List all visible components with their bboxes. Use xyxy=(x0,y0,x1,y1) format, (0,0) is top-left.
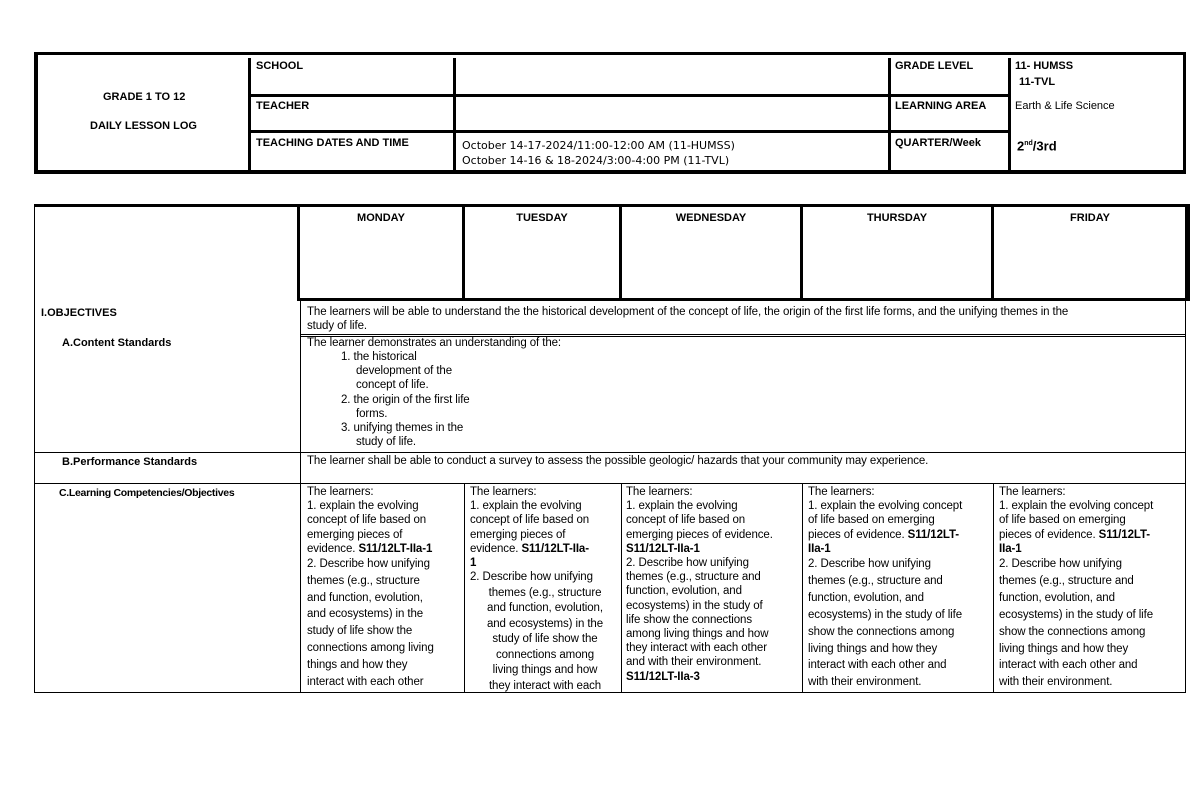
learning-area-value: Earth & Life Science xyxy=(1015,100,1115,112)
competency-line: ecosystems) in the study of life xyxy=(999,608,1154,621)
competency-line: and with their environment. xyxy=(626,656,762,669)
school-label: SCHOOL xyxy=(256,60,304,72)
competency-line: 2. Describe how unifying xyxy=(626,557,749,570)
row-divider xyxy=(34,452,1186,453)
competency-line: with their environment. xyxy=(999,676,1113,689)
competencies-tuesday xyxy=(470,485,620,694)
competency-line: 2. Describe how unifying xyxy=(470,571,593,584)
competency-line: emerging pieces of xyxy=(470,528,566,541)
header-divider xyxy=(1008,58,1011,170)
competency-line: concept of life based on xyxy=(626,514,746,527)
performance-standards-text: The learner shall be able to conduct a survey to assess the possible geologic/ hazards that your community may experience. xyxy=(307,455,929,467)
competency-line: IIa-1 xyxy=(808,542,831,555)
performance-standards-label: B.Performance Standards xyxy=(62,456,198,468)
competency-line: concept of life based on xyxy=(307,514,427,527)
competency-line: The learners: xyxy=(999,486,1066,498)
competency-line: themes (e.g., structure and xyxy=(808,574,943,587)
competency-line: ecosystems) in the study of xyxy=(626,599,763,612)
competency-line: evidence. S11/12LT-IIa-1 xyxy=(307,542,433,555)
row-divider xyxy=(34,483,1186,484)
competency-line: living things and how they xyxy=(999,642,1129,655)
quarter-value: 2nd/3rd xyxy=(1017,138,1057,154)
competency-line: with their environment. xyxy=(808,676,922,689)
competency-line: study of life show the xyxy=(492,633,598,646)
column-divider xyxy=(993,483,994,693)
competency-line: and ecosystems) in the xyxy=(307,608,424,621)
column-divider xyxy=(621,483,622,693)
teaching-dates-line1: October 14-17-2024/11:00-12:00 AM (11-HUMSS) xyxy=(462,139,735,152)
list-item: 3. unifying themes in the xyxy=(341,422,464,435)
competency-line: themes (e.g., structure xyxy=(307,574,420,587)
competency-line: and function, evolution, xyxy=(307,591,423,604)
list-item: 1. the historical xyxy=(341,351,417,363)
competency-line: connections among xyxy=(495,648,595,661)
competency-line: pieces of evidence. S11/12LT- xyxy=(999,528,1150,541)
content-standards-list: 1. the historical development of the concept of life. 2. the origin of the first life forms. 3. unifying themes in the study of life. xyxy=(341,351,470,449)
competency-line: study of life show the xyxy=(307,625,413,638)
content-standards-intro: The learner demonstrates an understanding of the: xyxy=(307,337,562,349)
competency-line: 2. Describe how unifying xyxy=(999,558,1122,571)
competency-line: 2. Describe how unifying xyxy=(307,558,430,571)
header-divider xyxy=(453,58,456,170)
competency-line: things and how they xyxy=(307,658,408,671)
label-column-divider xyxy=(300,300,301,693)
header-divider xyxy=(248,94,892,97)
objectives-text: The learners will be able to understand the the historical development of the concept of life, the origin of the first life forms, and the unifying themes in the study of life. xyxy=(307,306,1069,333)
competency-line: 1. explain the evolving concept xyxy=(808,500,963,513)
competency-line: IIa-1 xyxy=(999,542,1022,555)
competency-line: The learners: xyxy=(307,486,374,498)
competency-line: they interact with each other xyxy=(626,642,767,655)
competency-line: they interact with each xyxy=(488,679,602,692)
content-standards-label: A.Content Standards xyxy=(62,337,172,349)
competency-line: concept of life based on xyxy=(470,514,590,527)
competencies-label: C.Learning Competencies/Objectives xyxy=(59,487,235,499)
competencies-monday xyxy=(307,485,463,690)
header-divider xyxy=(888,130,1011,133)
competencies-friday xyxy=(999,485,1185,691)
competency-line: interact with each other and xyxy=(808,659,947,672)
objectives-label: I.OBJECTIVES xyxy=(41,307,117,319)
competency-line: 1. explain the evolving concept xyxy=(999,500,1154,513)
column-divider xyxy=(802,483,803,693)
competencies-thursday xyxy=(808,485,992,691)
competency-line: and ecosystems) in the xyxy=(486,617,604,630)
competency-line: S11/12LT-IIa-3 xyxy=(626,670,700,683)
day-header-tuesday: TUESDAY xyxy=(516,212,568,224)
competency-line: of life based on emerging xyxy=(808,514,935,527)
day-header-thursday: THURSDAY xyxy=(866,212,928,224)
competency-line: 1. explain the evolving xyxy=(470,500,582,513)
competencies-wednesday xyxy=(626,485,801,684)
day-header-friday: FRIDAY xyxy=(1070,212,1110,224)
header-divider xyxy=(888,58,891,170)
competency-line: connections among living xyxy=(307,642,434,654)
teacher-label: TEACHER xyxy=(256,100,310,112)
competency-line: The learners: xyxy=(470,486,537,498)
grade-title: GRADE 1 TO 12 xyxy=(103,91,186,103)
competency-line: of life based on emerging xyxy=(999,514,1126,527)
competency-line: The learners: xyxy=(626,486,693,498)
grade-level-label: GRADE LEVEL xyxy=(895,60,974,72)
learning-area-label: LEARNING AREA xyxy=(895,100,987,112)
competency-line: 1. explain the evolving xyxy=(307,500,419,513)
competency-line: function, evolution, and xyxy=(808,591,924,604)
competency-line: evidence. S11/12LT-IIa- xyxy=(470,542,589,555)
competency-line: 1 xyxy=(470,557,477,570)
teaching-dates-line2: October 14-16 & 18-2024/3:00-4:00 PM (11-TVL) xyxy=(462,154,730,167)
header-divider xyxy=(888,94,1011,97)
competency-line: emerging pieces of xyxy=(307,528,403,541)
competency-line: and function, evolution, xyxy=(487,602,603,615)
day-header-wednesday: WEDNESDAY xyxy=(675,212,747,224)
competency-line: show the connections among xyxy=(808,625,955,638)
competency-line: function, evolution, and xyxy=(626,585,742,598)
list-item: 2. the origin of the first life xyxy=(341,393,470,406)
grade-level-line2: 11-TVL xyxy=(1019,76,1056,88)
competency-line: 1. explain the evolving xyxy=(626,500,738,513)
competency-line: among living things and how xyxy=(626,628,769,641)
day-header-monday: MONDAY xyxy=(357,212,405,224)
quarter-label: QUARTER/Week xyxy=(895,137,981,149)
teaching-dates-label: TEACHING DATES AND TIME xyxy=(256,137,409,149)
column-divider xyxy=(464,483,465,693)
competency-line: function, evolution, and xyxy=(999,591,1115,604)
row-divider xyxy=(300,334,1186,335)
competency-line: ecosystems) in the study of life xyxy=(808,608,963,621)
competency-line: living things and how they xyxy=(808,642,938,655)
grade-level-line1: 11- HUMSS xyxy=(1015,60,1074,72)
header-divider xyxy=(248,130,892,133)
competency-line: 2. Describe how unifying xyxy=(808,558,931,571)
daily-lesson-log-title: DAILY LESSON LOG xyxy=(90,120,197,132)
competency-line: pieces of evidence. S11/12LT- xyxy=(808,528,959,541)
competency-line: life show the connections xyxy=(626,613,752,626)
competency-line: themes (e.g., structure xyxy=(488,586,602,599)
competency-line: The learners: xyxy=(808,486,875,498)
competency-line: show the connections among xyxy=(999,625,1146,638)
header-divider xyxy=(248,58,251,170)
competency-line: living things and how xyxy=(492,664,598,677)
competency-line: themes (e.g., structure and xyxy=(999,574,1134,587)
competency-line: interact with each other xyxy=(307,675,424,688)
competency-line: interact with each other and xyxy=(999,659,1138,672)
competency-line: emerging pieces of evidence. xyxy=(626,528,773,541)
competency-line: themes (e.g., structure and xyxy=(626,571,761,584)
competency-line: S11/12LT-IIa-1 xyxy=(626,542,700,555)
